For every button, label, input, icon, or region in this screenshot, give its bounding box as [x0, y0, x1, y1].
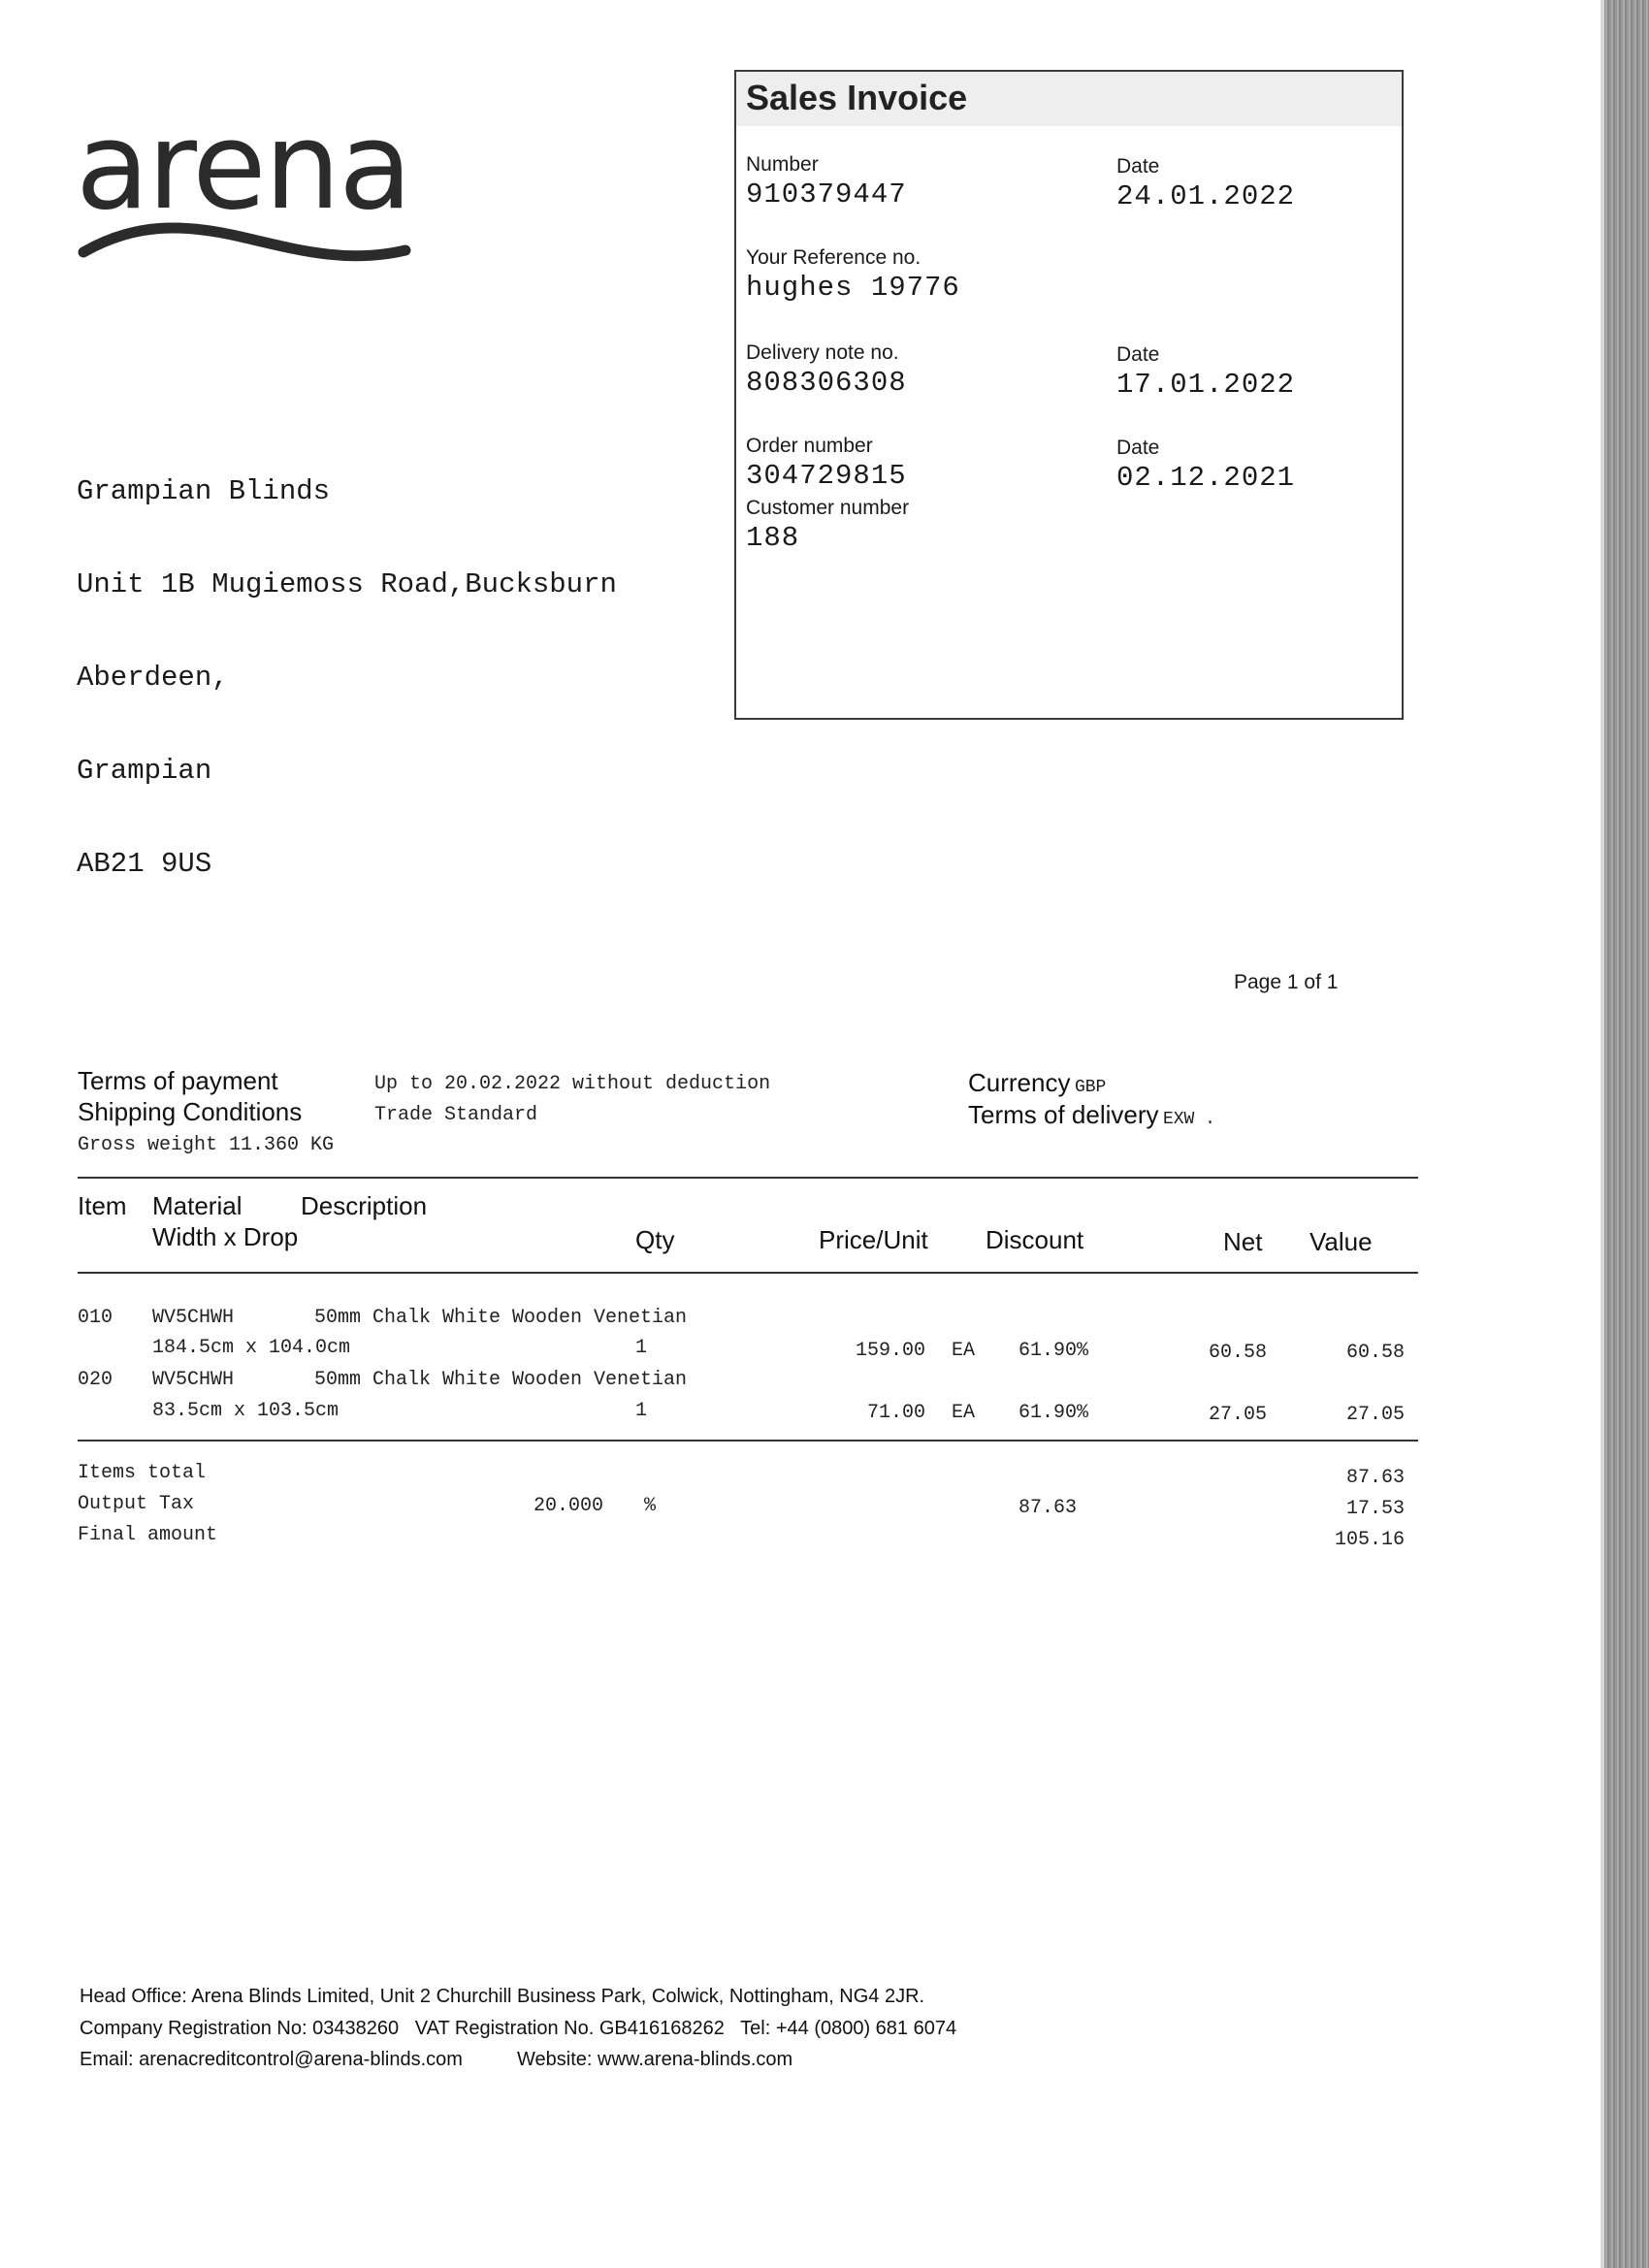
your-ref: hughes 19776: [746, 272, 960, 304]
divider: [78, 1177, 1418, 1179]
number-label: Number: [746, 153, 819, 176]
currency-group: [968, 1068, 1106, 1098]
col-price-header: Price/Unit: [819, 1225, 928, 1254]
delivery-date-label: Date: [1116, 343, 1160, 366]
items-total-label: Items total: [78, 1462, 207, 1484]
shipping-label: Shipping Conditions: [78, 1097, 303, 1126]
date-label: Date: [1116, 155, 1160, 178]
currency: GBP: [1074, 1078, 1107, 1097]
output-tax-label: Output Tax: [78, 1493, 195, 1515]
col-discount-header: Discount: [986, 1225, 1084, 1254]
row-description: 50mm Chalk White Wooden Venetian: [314, 1369, 688, 1391]
tax-base: 87.63: [1018, 1497, 1078, 1519]
customer-address: [77, 414, 617, 911]
tax-rate: 20.000: [533, 1495, 603, 1517]
row-material: WV5CHWH: [152, 1307, 235, 1329]
invoice-number: 910379447: [746, 178, 907, 211]
row-value: 60.58: [1345, 1342, 1405, 1364]
scan-shadow: [1604, 0, 1649, 2268]
final-amount-label: Final amount: [78, 1524, 218, 1546]
order-number-label: Order number: [746, 435, 873, 457]
col-value-header: Value: [1310, 1227, 1373, 1256]
logo-text: arena: [76, 97, 411, 237]
address-line: Aberdeen,: [77, 662, 229, 694]
row-discount: 61.90%: [1018, 1340, 1089, 1362]
customer-number-label: Customer number: [746, 497, 910, 519]
logo: [76, 97, 415, 272]
row-item: 010: [78, 1307, 113, 1329]
divider: [78, 1272, 1418, 1274]
address-line: Grampian: [77, 755, 212, 787]
tax-percent: %: [644, 1495, 657, 1517]
currency-label: Currency: [968, 1068, 1071, 1097]
delivery-terms: EXW .: [1162, 1110, 1215, 1129]
divider: [78, 1440, 1418, 1442]
shipping-conditions: Trade Standard: [374, 1104, 538, 1126]
row-qty: 1: [635, 1400, 648, 1422]
gross-weight: Gross weight 11.360 KG: [78, 1134, 335, 1156]
final-amount: 105.16: [1334, 1529, 1405, 1551]
row-item: 020: [78, 1369, 113, 1391]
invoice-date: 24.01.2022: [1116, 180, 1296, 212]
invoice-box: [734, 70, 1404, 720]
row-value: 27.05: [1345, 1404, 1405, 1426]
row-unit: EA: [952, 1340, 976, 1362]
invoice-title: Sales Invoice: [746, 78, 968, 117]
order-number: 304729815: [746, 460, 907, 492]
address-line: AB21 9US: [77, 848, 212, 880]
row-net: 60.58: [1208, 1342, 1267, 1364]
address-line: Unit 1B Mugiemoss Road,Bucksburn: [77, 568, 617, 600]
row-price: 159.00: [855, 1340, 925, 1362]
col-qty-header: Qty: [635, 1225, 675, 1254]
footer-email: Email: arenacreditcontrol@arena-blinds.com: [80, 2049, 463, 2070]
delivery-note: 808306308: [746, 367, 907, 399]
row-price: 71.00: [866, 1402, 925, 1424]
footer-registration: Company Registration No: 03438260 VAT Registration No. GB416168262 Tel: +44 (0800) 681 6074: [80, 2018, 957, 2039]
order-date-label: Date: [1116, 437, 1160, 459]
delivery-terms-group: [968, 1100, 1215, 1130]
col-description-header: Description: [301, 1191, 428, 1220]
row-material: WV5CHWH: [152, 1369, 235, 1391]
order-date: 02.12.2021: [1116, 462, 1296, 494]
payment-terms-label: Terms of payment: [78, 1066, 278, 1095]
row-description: 50mm Chalk White Wooden Venetian: [314, 1307, 688, 1329]
logo-wave-icon: [76, 204, 415, 272]
delivery-note-label: Delivery note no.: [746, 341, 899, 364]
address-line: Grampian Blinds: [77, 475, 331, 507]
row-net: 27.05: [1208, 1404, 1267, 1426]
page-number: Page 1 of 1: [1234, 971, 1339, 993]
col-item-header: Item: [78, 1191, 127, 1220]
tax-value: 17.53: [1345, 1498, 1405, 1520]
col-width-drop-header: Width x Drop: [152, 1222, 299, 1251]
col-net-header: Net: [1223, 1227, 1263, 1256]
delivery-terms-label: Terms of delivery: [968, 1100, 1159, 1129]
payment-terms: Up to 20.02.2022 without deduction: [374, 1073, 771, 1095]
footer-head-office: Head Office: Arena Blinds Limited, Unit 2 Churchill Business Park, Colwick, Nottingham, NG4 2JR.: [80, 1986, 925, 2007]
customer-number: 188: [746, 522, 800, 554]
your-ref-label: Your Reference no.: [746, 246, 922, 269]
row-unit: EA: [952, 1402, 976, 1424]
invoice-title-bar: [736, 72, 1402, 126]
row-size: 184.5cm x 104.0cm: [152, 1337, 351, 1359]
col-material-header: Material: [152, 1191, 242, 1220]
row-size: 83.5cm x 103.5cm: [152, 1400, 340, 1422]
row-discount: 61.90%: [1018, 1402, 1089, 1424]
row-qty: 1: [635, 1337, 648, 1359]
footer-website: Website: www.arena-blinds.com: [517, 2049, 793, 2070]
delivery-date: 17.01.2022: [1116, 369, 1296, 401]
items-total: 87.63: [1345, 1467, 1405, 1489]
